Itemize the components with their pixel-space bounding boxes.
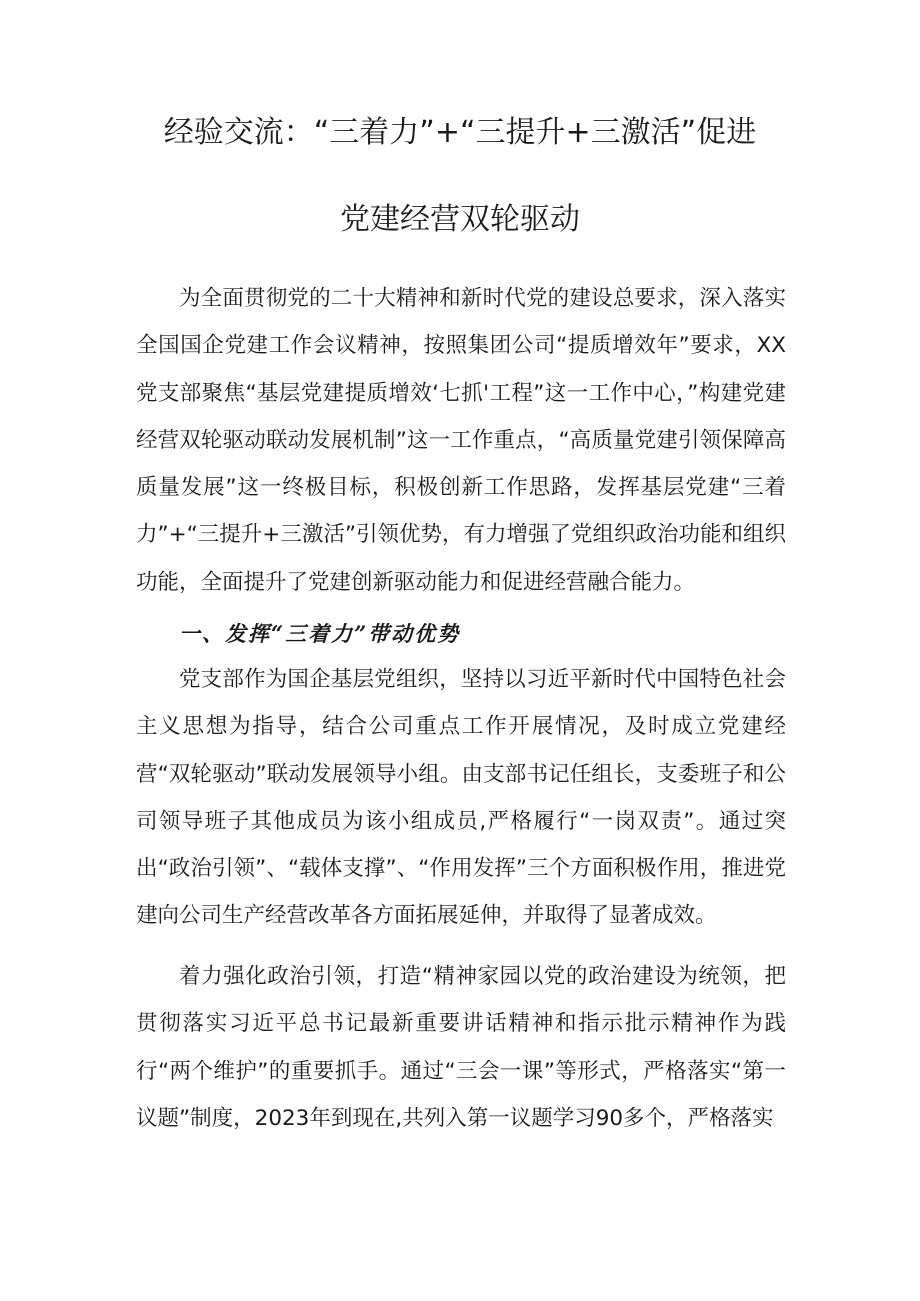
title-line-1: 经验交流：“三着力”+“三提升+三激活”促进 bbox=[163, 115, 757, 150]
section-heading-1: 一、发挥“三着力”带动优势 bbox=[179, 621, 461, 646]
paragraph-section-1: 党支部作为国企基层党组织，坚持以习近平新时代中国特色社会主义思想为指导，结合公司重点工作开展情况，及时成立党建经营“双轮驱动”联动发展领导小组。由支部书记任组长，支委班子和公司领导班子其他成员为该小组成员,严格履行“一岗双责”。通过突出“政治引领”、“载体支撑”、“作用发挥”三个方面积极作用，推进党建向公司生产经营改革各方面拓展延伸，并取得了显著成效。 bbox=[136, 667, 786, 929]
paragraph-political-leadership: 着力强化政治引领，打造“精神家园以党的政治建设为统领，把贯彻落实习近平总书记最新重要讲话精神和指示批示精神作为践行“两个维护”的重要抓手。通过“三会一课”等形式，严格落实“第一议题”制度，2023年到现在,共列入第一议题学习90多个，严格落实 bbox=[136, 964, 786, 1131]
paragraph-intro: 为全面贯彻党的二十大精神和新时代党的建设总要求，深入落实全国国企党建工作会议精神，按照集团公司“提质增效年”要求，XX党支部聚焦“基层党建提质增效‘七抓'工程”这一工作中心，”构建党建经营双轮驱动联动发展机制”这一工作重点，“高质量党建引领保障高质量发展”这一终极目标，积极创新工作思路，发挥基层党建“三着力”+“三提升+三激活”引领优势，有力增强了党组织政治功能和组织功能，全面提升了党建创新驱动能力和促进经营融合能力。 bbox=[136, 286, 786, 595]
title-line-2: 党建经营双轮驱动 bbox=[340, 202, 580, 237]
